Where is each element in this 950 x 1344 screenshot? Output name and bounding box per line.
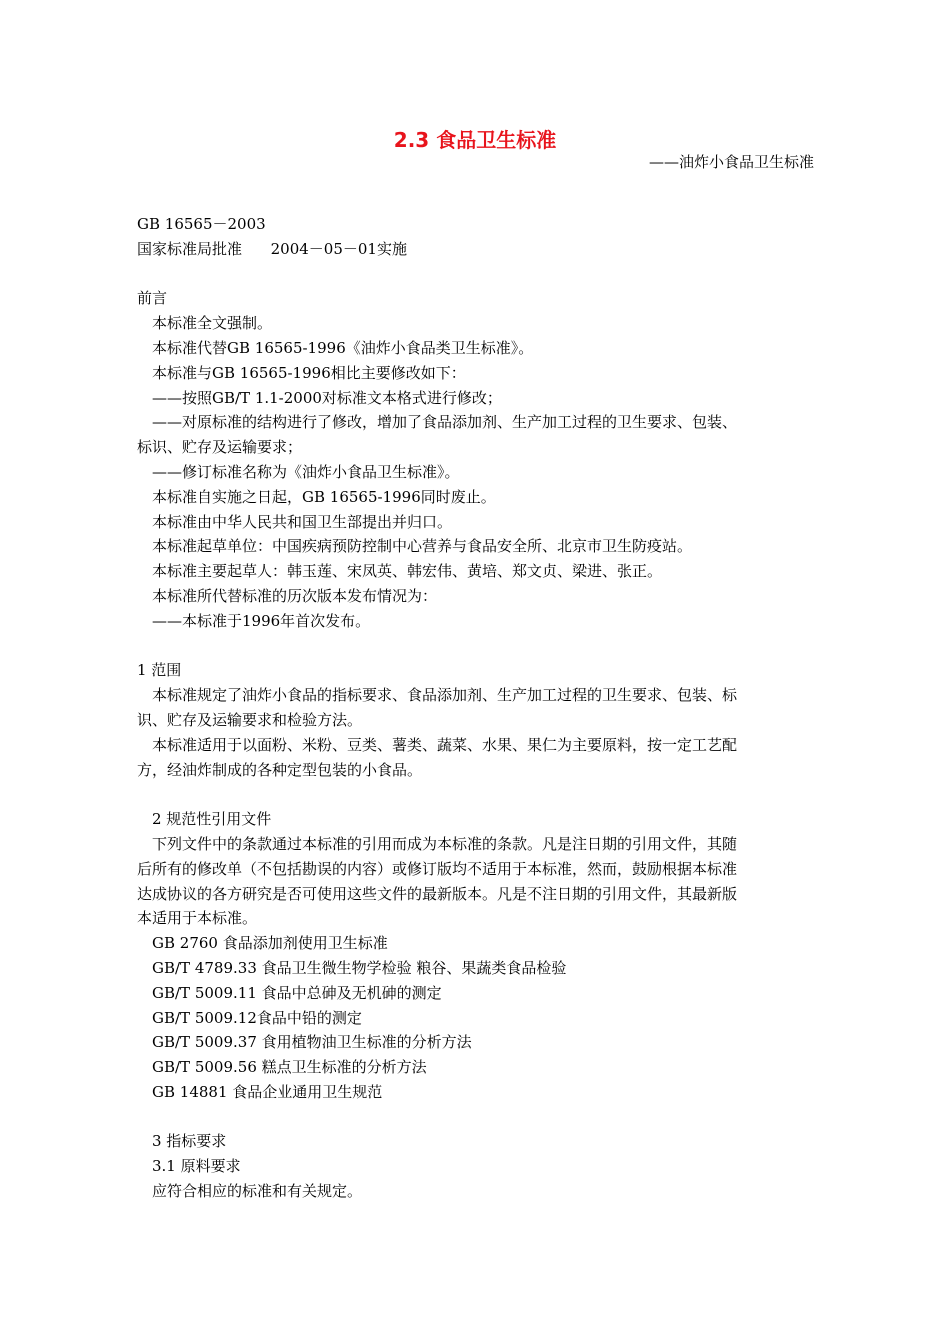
section-2-line: 本适用于本标准。 — [137, 909, 258, 928]
standard-number: GB 16565－2003 — [137, 215, 266, 233]
reference-item: GB 2760 食品添加剂使用卫生标准 — [152, 934, 388, 953]
page-subtitle: ——油炸小食品卫生标准 — [648, 153, 814, 171]
section-1-line: 本标准适用于以面粉、米粉、豆类、薯类、蔬菜、水果、果仁为主要原料，按一定工艺配 — [152, 735, 738, 754]
section-1-line: 方，经油炸制成的各种定型包装的小食品。 — [137, 760, 423, 779]
section-1-line: 本标准规定了油炸小食品的指标要求、食品添加剂、生产加工过程的卫生要求、包装、标 — [152, 686, 738, 705]
page-title: 2.3 食品卫生标准 — [393, 128, 557, 152]
foreword-line: 本标准与GB 16565-1996相比主要修改如下： — [152, 363, 466, 382]
foreword-line: 本标准主要起草人：韩玉莲、宋凤英、韩宏伟、黄培、郑文贞、梁进、张正。 — [152, 562, 663, 581]
foreword-heading: 前言 — [137, 289, 168, 308]
reference-item: GB/T 5009.37 食用植物油卫生标准的分析方法 — [152, 1033, 472, 1052]
section-1-heading: 1 范围 — [137, 661, 182, 680]
section-3-1-heading: 3.1 原料要求 — [152, 1157, 241, 1176]
foreword-line: 本标准由中华人民共和国卫生部提出并归口。 — [152, 512, 453, 531]
section-2-line: 达成协议的各方研究是否可使用这些文件的最新版本。凡是不注日期的引用文件，其最新版 — [137, 884, 738, 903]
section-2-heading: 2 规范性引用文件 — [152, 810, 272, 829]
foreword-line: 本标准所代替标准的历次版本发布情况为： — [152, 586, 438, 605]
foreword-line: ——按照GB/T 1.1-2000对标准文本格式进行修改； — [152, 388, 502, 407]
section-2-line: 下列文件中的条款通过本标准的引用而成为本标准的条款。凡是注日期的引用文件，其随 — [152, 834, 738, 853]
reference-item: GB/T 4789.33 食品卫生微生物学检验 粮谷、果蔬类食品检验 — [152, 958, 567, 977]
section-3-heading: 3 指标要求 — [152, 1132, 227, 1151]
approval-line: 国家标准局批准 2004－05－01实施 — [137, 239, 407, 258]
section-2-line: 后所有的修改单（不包括勘误的内容）或修订版均不适用于本标准，然而，鼓励根据本标准 — [137, 859, 738, 878]
reference-item: GB/T 5009.56 糕点卫生标准的分析方法 — [152, 1058, 427, 1077]
foreword-line: 本标准全文强制。 — [152, 314, 273, 333]
foreword-line: 本标准自实施之日起，GB 16565-1996同时废止。 — [152, 487, 496, 506]
foreword-line: ——修订标准名称为《油炸小食品卫生标准》。 — [152, 462, 460, 481]
foreword-line: ——对原标准的结构进行了修改，增加了食品添加剂、生产加工过程的卫生要求、包装、 — [152, 413, 738, 432]
section-1-line: 识、贮存及运输要求和检验方法。 — [137, 710, 363, 729]
foreword-line: 本标准起草单位：中国疾病预防控制中心营养与食品安全所、北京市卫生防疫站。 — [152, 537, 693, 556]
document-body — [137, 212, 813, 1204]
reference-item: GB 14881 食品企业通用卫生规范 — [152, 1082, 383, 1101]
foreword-line: 本标准代替GB 16565-1996《油炸小食品类卫生标准》。 — [152, 338, 534, 357]
reference-item: GB/T 5009.12食品中铅的测定 — [152, 1008, 362, 1027]
section-3-line: 应符合相应的标准和有关规定。 — [152, 1182, 363, 1201]
foreword-line: ——本标准于1996年首次发布。 — [152, 611, 371, 630]
foreword-line: 标识、贮存及运输要求； — [137, 438, 303, 457]
reference-item: GB/T 5009.11 食品中总砷及无机砷的测定 — [152, 983, 442, 1002]
